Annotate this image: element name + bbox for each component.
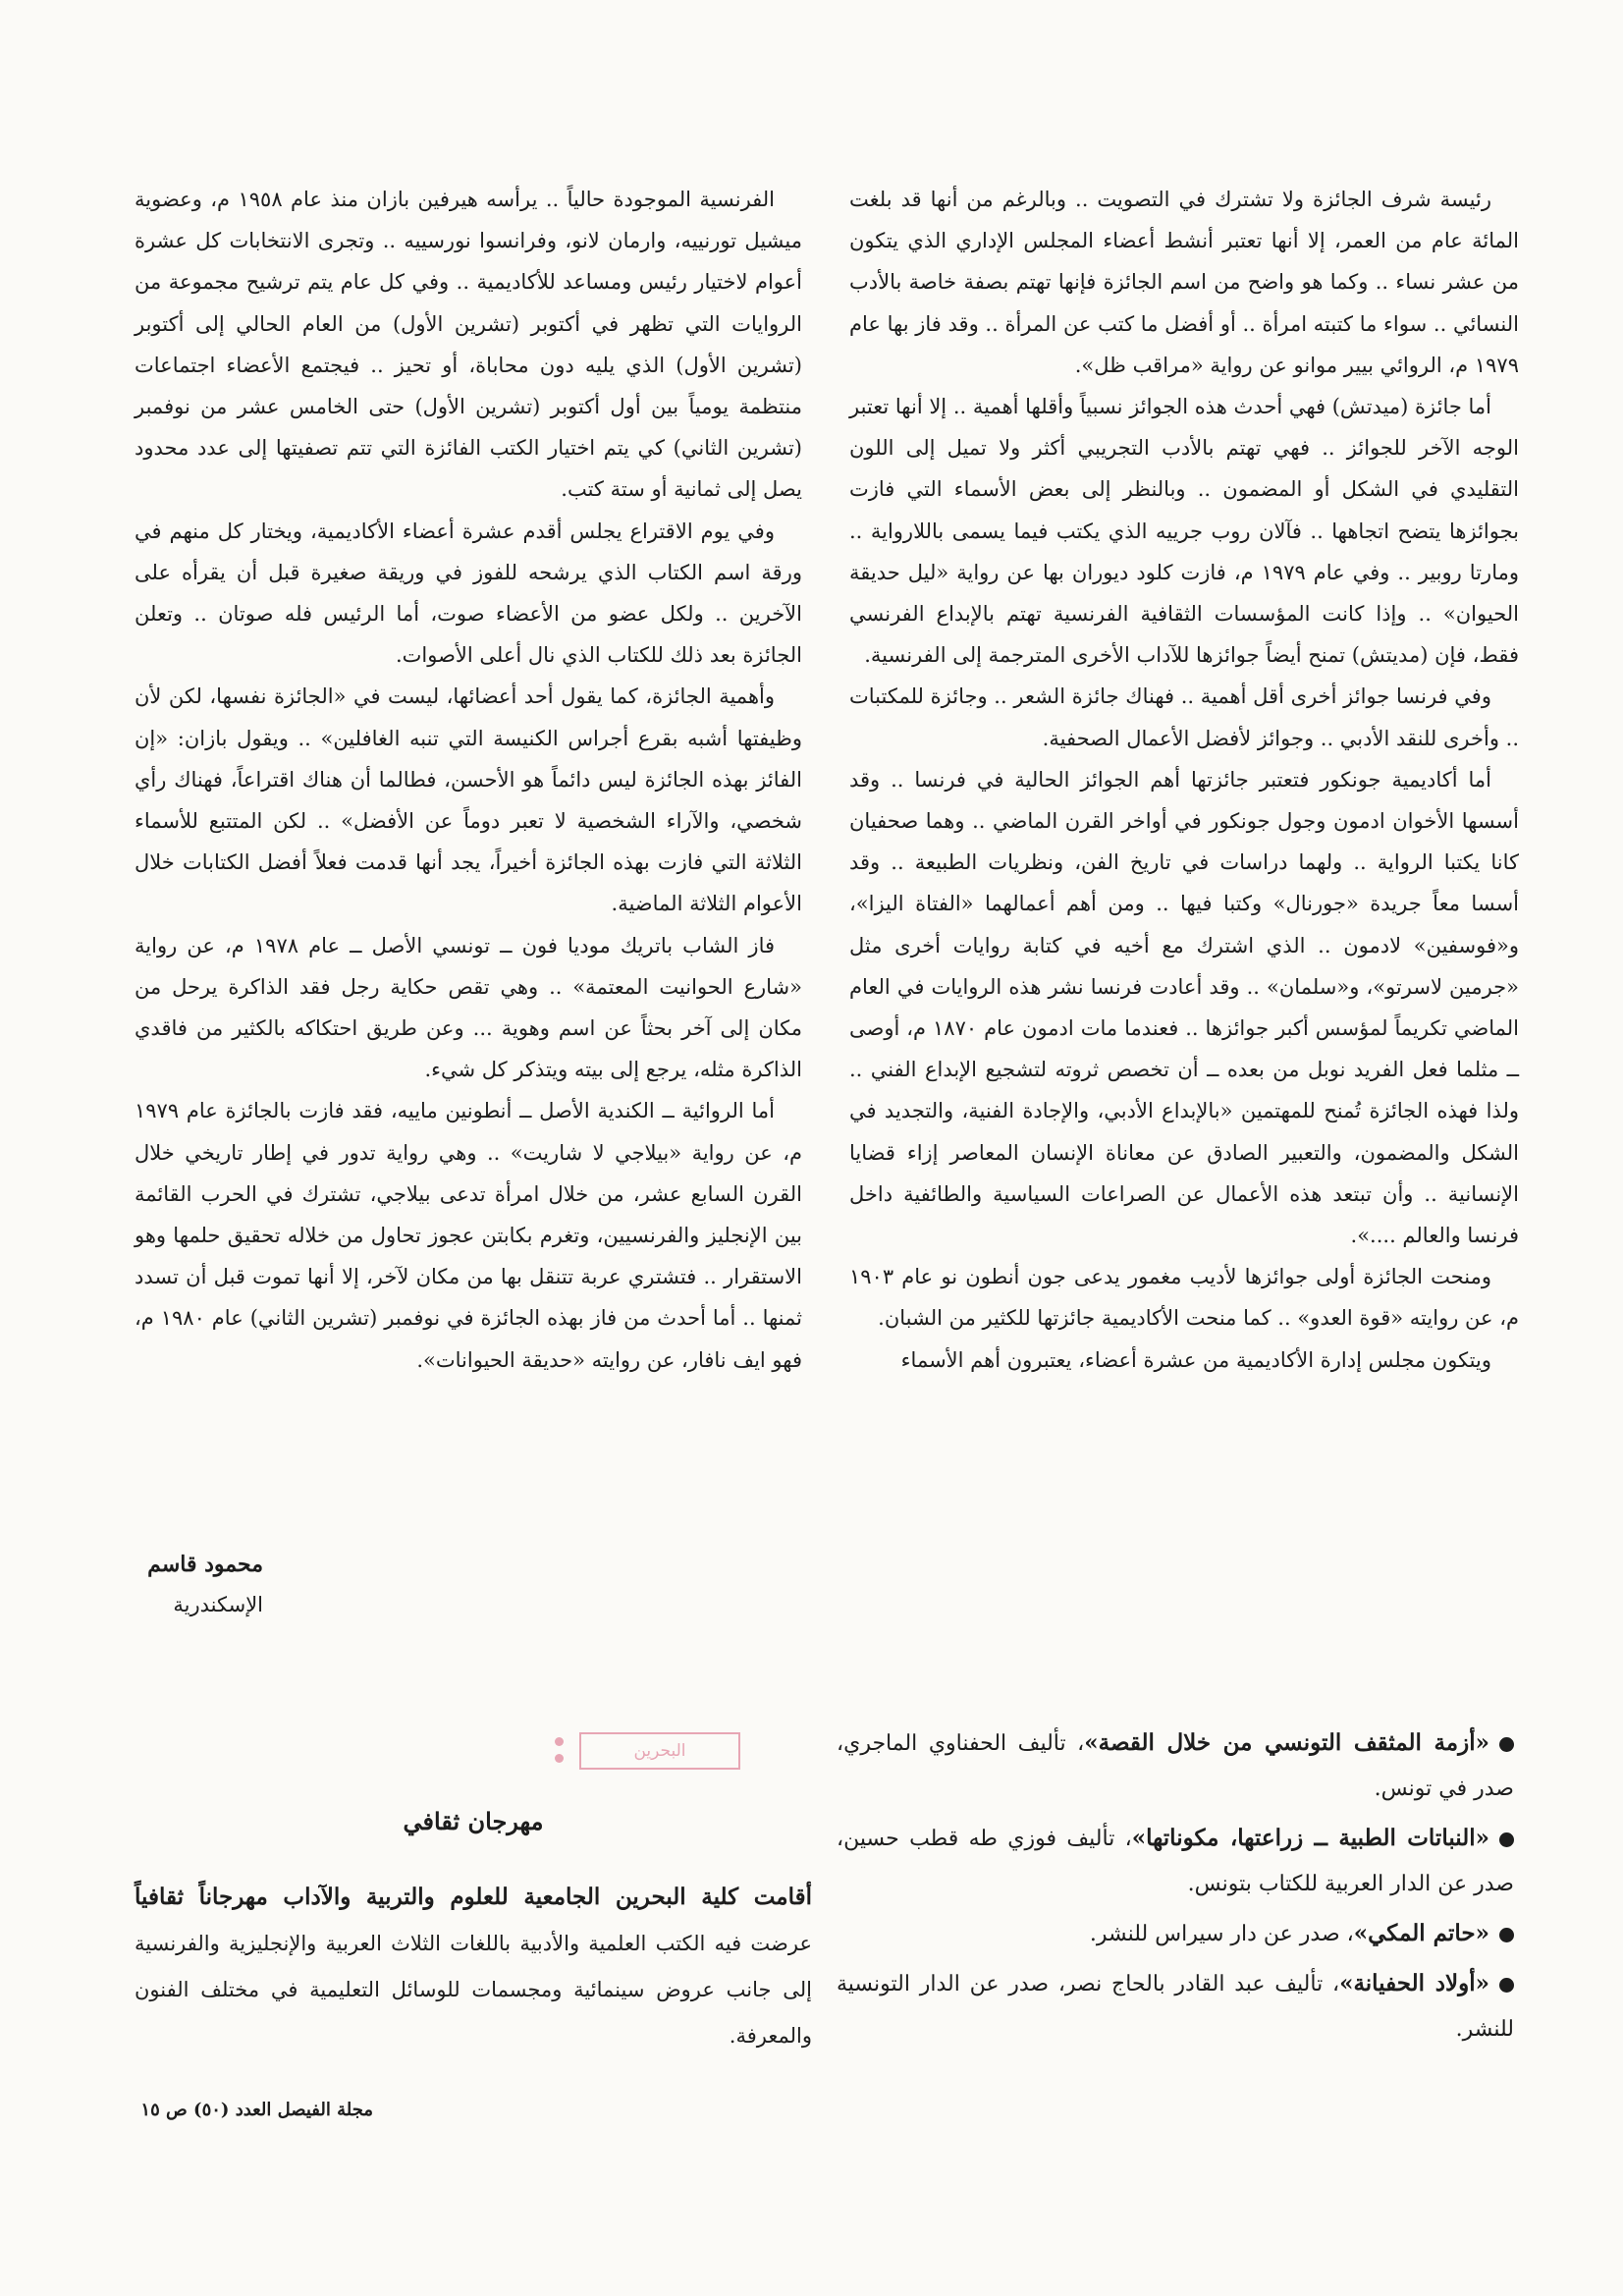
paragraph: ويتكون مجلس إدارة الأكاديمية من عشرة أعضاء، يعتبرون أهم الأسماء	[900, 1347, 1491, 1372]
book-list	[837, 1721, 1514, 2056]
news-intro: أقامت كلية البحرين الجامعية للعلوم والتربية والآداب مهرجاناً ثقافياً	[135, 1884, 812, 1910]
book-details: ، تأليف عبد القادر بالحاج نصر، صدر عن الدار التونسية للنشر.	[837, 1972, 1514, 2042]
bullet-icon	[1499, 1832, 1514, 1847]
paragraph: أما جائزة (ميدتش) فهي أحدث هذه الجوائز نسبياً وأقلها أهمية .. إلا أنها تعتبر الوجه الآخر للجوائز .. فهي تهتم بالأدب التجريبي أكثر ولا تميل إلى اللون التقليدي في الشكل أو المضمون .. وبالنظر إلى بعض الأسماء التي فازت بجوائزها يتضح اتجاهها .. فآلان روب جرييه الذي يكتب فيما يسمى باللارواية .. ومارتا روبير .. وفي عام ١٩٧٩ م، فازت كلود ديوران بها عن رواية «ليل حديقة الحيوان» .. وإذا كانت المؤسسات الثقافية الفرنسية تهتم بالإبداع الفرنسي فقط، فإن (مديتش) تمنح أيضاً جوائزها للآداب الأخرى المترجمة إلى الفرنسية.	[848, 395, 1519, 668]
page-footer: مجلة الفيصل العدد (٥٠) ص ١٥	[140, 2100, 373, 2120]
paragraph: أما الروائية ــ الكندية الأصل ــ أنطونين ماييه، فقد فازت بالجائزة عام ١٩٧٩ م، عن رواية «بيلاجي لا شاريت» .. وهي رواية تدور في إطار تاريخي خلال القرن السابع عشر، من خلال امرأة تدعى بيلاجي، تشترك في الحرب القائمة بين الإنجليز والفرنسيين، وتغرم بكابتن عجوز تحاول من خلاله تحقيق حلمها وهو الاستقرار .. فتشتري عربة تتنقل بها من مكان لآخر، إلا أنها تموت قبل أن تسدد ثمنها .. أما أحدث من فاز بهذه الجائزة في نوفمبر (تشرين الثاني) عام ١٩٨٠ م، فهو ايف نافار، عن روايته «حديقة الحيوانات».	[135, 1099, 802, 1372]
list-item	[837, 1816, 1514, 1907]
bullet-icon	[1499, 1737, 1514, 1752]
book-title: «أزمة المثقف التونسي من خلال القصة»	[1084, 1729, 1489, 1756]
book-details: ، تأليف فوزي طه قطب حسين، صدر عن الدار العربية للكتاب بتونس.	[837, 1827, 1514, 1896]
colon-ornament-icon	[555, 1732, 568, 1768]
list-item	[837, 1961, 1514, 2052]
news-text: عرضت فيه الكتب العلمية والأدبية باللغات الثلاث العربية والإنجليزية والفرنسية إلى جانب عروض سينمائية ومجسمات للوسائل التعليمية في مختلف الفنون والمعرفة.	[135, 1932, 812, 2048]
book-title: «حاتم المكي»	[1353, 1920, 1489, 1946]
paragraph: وفي فرنسا جوائز أخرى أقل أهمية .. فهناك جائزة الشعر .. وجائزة للمكتبات .. وأخرى للنقد الأدبي .. وجوائز لأفضل الأعمال الصحفية.	[849, 684, 1519, 750]
paragraph: وأهمية الجائزة، كما يقول أحد أعضائها، ليست في «الجائزة نفسها، لكن لأن وظيفتها أشبه بقرع أجراس الكنيسة التي تنبه الغافلين» .. ويقول بازان: «إن الفائز بهذه الجائزة ليس دائماً هو الأحسن، فطالما أن هناك اقتراعاً، فهناك رأي شخصي، والآراء الشخصية لا تعبر دوماً عن الأفضل» .. لكن المتتبع للأسماء الثلاثة التي فازت بهذه الجائزة أخيراً، يجد أنها قدمت فعلاً أفضل الكتابات خلال الأعوام الثلاثة الماضية.	[135, 684, 802, 916]
paragraph: الفرنسية الموجودة حالياً .. يرأسه هيرفين بازان منذ عام ١٩٥٨ م، وعضوية ميشيل تورنييه، وارمان لانو، وفرانسوا نورسييه .. وتجرى الانتخابات كل عشرة أعوام لاختيار رئيس ومساعد للأكاديمية .. وفي كل عام يتم ترشيح مجموعة من الروايات التي تظهر في أكتوبر (تشرين الأول) من العام الحالي إلى أكتوبر (تشرين الأول) الذي يليه دون محاباة، أو تحيز .. فيجتمع الأعضاء اجتماعات منتظمة يومياً بين أول أكتوبر (تشرين الأول) حتى الخامس عشر من نوفمبر (تشرين الثاني) كي يتم اختيار الكتب الفائزة التي تتم تصفيتها إلى عدد محدود يصل إلى ثمانية أو ستة كتب.	[135, 188, 802, 502]
list-item	[837, 1721, 1514, 1812]
book-title: «النباتات الطبية ــ زراعتها، مكوناتها»	[1131, 1825, 1489, 1851]
book-details: ، تأليف الحفناوي الماجري، صدر في تونس.	[837, 1731, 1514, 1801]
paragraph: أما أكاديمية جونكور فتعتبر جائزتها أهم الجوائز الحالية في فرنسا .. وقد أسسها الأخوان ادمون وجول جونكور في أواخر القرن الماضي .. وهما صحفيان كانا يكتبا الرواية .. ولهما دراسات في تاريخ الفن، ونظريات الطبيعة .. وقد أسسا معاً جريدة «جورنال» وكتبا فيها .. ومن أهم أعمالهما «الفتاة اليزا»، و«فوسفين» لادمون .. الذي اشترك مع أخيه في كتابة روايات أخرى مثل «جرمين لاسرتو»، و«سلمان» .. وقد أعادت فرنسا نشر هذه الروايات في العام الماضي تكريماً لمؤسس أكبر جوائزها .. فعندما مات ادمون عام ١٨٧٠ م، أوصى ــ مثلما فعل الفريد نوبل من بعده ــ أن تخصص ثروته لتشجيع الإبداع الفني .. ولذا فهذه الجائزة تُمنح للمهتمين «بالإبداع الأدبي، والإجادة الفنية، والتجديد في الشكل والمضمون، والتعبير الصادق عن معاناة الإنسان المعاصر إزاء قضايا الإنسانية .. وأن تبتعد هذه الأعمال عن الصراعات السياسية والطائفية داخل فرنسا والعالم ....».	[849, 767, 1519, 1248]
news-body	[135, 1874, 812, 2059]
right-text-column	[849, 179, 1519, 1381]
list-item	[837, 1911, 1514, 1957]
left-text-column	[135, 179, 802, 1381]
paragraph: ومنحت الجائزة أولى جوائزها لأديب مغمور يدعى جون أنطون نو عام ١٩٠٣ م، عن روايته «قوة العدو» .. كما منحت الأكاديمية جائزتها للكثير من الشبان.	[849, 1265, 1519, 1331]
section-country-label: البحرين	[579, 1732, 740, 1770]
paragraph: رئيسة شرف الجائزة ولا تشترك في التصويت .. وبالرغم من أنها قد بلغت المائة عام من العمر، إلا أنها تعتبر أنشط أعضاء المجلس الإداري الذي يتكون من عشر نساء .. وكما هو واضح من اسم الجائزة فإنها تهتم بصفة خاصة بالأدب النسائي .. سواء ما كتبته امرأة .. أو أفضل ما كتب عن المرأة .. وقد فاز بها عام ١٩٧٩ م، الروائي بيير موانو عن رواية «مراقب ظل».	[849, 188, 1519, 377]
book-details: ، صدر عن دار سيراس للنشر.	[1089, 1922, 1354, 1946]
bullet-icon	[1499, 1928, 1514, 1942]
paragraph: وفي يوم الاقتراع يجلس أقدم عشرة أعضاء الأكاديمية، ويختار كل منهم في ورقة اسم الكتاب الذي يرشحه للفوز في وريقة صغيرة قبل أن يقرأه على الآخرين .. ولكل عضو من الأعضاء صوت، أما الرئيس فله صوتان .. وتعلن الجائزة بعد ذلك للكتاب الذي نال أعلى الأصوات.	[135, 519, 802, 668]
paragraph: فاز الشاب باتريك موديا فون ــ تونسي الأصل ــ عام ١٩٧٨ م، عن رواية «شارع الحوانيت المعتمة» .. وهي تقص حكاية رجل فقد الذاكرة يرحل من مكان إلى آخر بحثاً عن اسم وهوية ... وعن طريق احتكاكه بالكثير من فاقدي الذاكرة مثله، يرجع إلى بيته ويتذكر كل شيء.	[135, 933, 802, 1082]
author-city: الإسكندرية	[173, 1593, 263, 1616]
bullet-icon	[1499, 1978, 1514, 1993]
author-name: محمود قاسم	[147, 1552, 263, 1577]
news-title: مهرجان ثقافي	[403, 1807, 544, 1835]
book-title: «أولاد الحفيانة»	[1339, 1970, 1489, 1996]
